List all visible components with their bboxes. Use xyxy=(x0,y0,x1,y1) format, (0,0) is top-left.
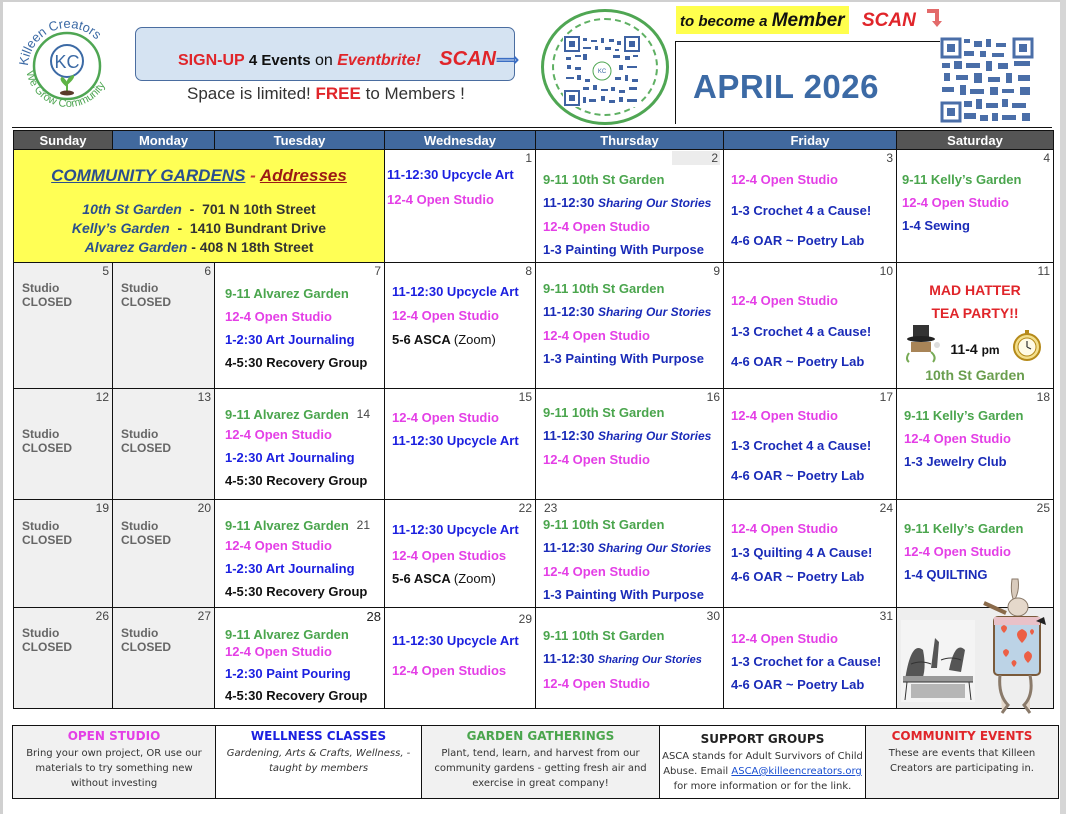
event-upcycle-art: 11-12:30 Upcycle Art xyxy=(387,167,514,182)
day-cell-13[interactable] xyxy=(113,389,215,500)
day-cell-12[interactable] xyxy=(14,389,113,500)
day-cell-30[interactable] xyxy=(536,608,724,709)
event-open-studio: 12-4 Open Studio xyxy=(902,195,1009,210)
garden-name: Kelly’s Garden xyxy=(71,220,170,236)
day-cell-22[interactable] xyxy=(385,500,536,608)
weekday-saturday: Saturday xyxy=(897,131,1054,150)
separator: - xyxy=(181,201,203,217)
event-list xyxy=(731,293,892,369)
day-number: 24 xyxy=(879,501,893,515)
closed-line-1: Studio xyxy=(22,519,60,533)
weekday-sunday: Sunday xyxy=(14,131,113,150)
header-divider xyxy=(12,127,1052,128)
event-time: 11-12:30 xyxy=(543,651,595,666)
event-alvarez-garden: 9-11 Alvarez Garden xyxy=(225,518,349,533)
event-open-studios: 12-4 Open Studios xyxy=(392,548,507,563)
studio-closed-label xyxy=(121,281,171,309)
closed-line-1: Studio xyxy=(22,281,60,295)
pocket-watch-icon xyxy=(1011,329,1043,361)
event-list xyxy=(543,517,719,602)
svg-text:Killeen Creators: Killeen Creators xyxy=(16,15,105,67)
event-list xyxy=(543,628,719,691)
event-open-studio: 12-4 Open Studio xyxy=(904,544,1011,559)
week-row-3 xyxy=(14,389,1054,500)
event-open-studio: 12-4 Open Studio xyxy=(392,308,499,323)
event-time: 11-12:30 xyxy=(543,540,595,555)
event-open-studio: 12-4 Open Studio xyxy=(731,408,838,423)
closed-line-1: Studio xyxy=(121,519,159,533)
event-crochet-for-a-cause: 1-3 Crochet for a Cause! xyxy=(731,654,882,669)
gardens-dash: - xyxy=(245,166,260,185)
day-number: 27 xyxy=(197,609,211,623)
closed-line-1: Studio xyxy=(121,626,159,640)
event-painting-with-purpose: 1-3 Painting With Purpose xyxy=(543,242,704,257)
tea-party-title: TEA PARTY!! xyxy=(931,305,1019,321)
legend-title: SUPPORT GROUPS xyxy=(700,732,825,746)
event-recovery-group: 4-5:30 Recovery Group xyxy=(225,473,368,488)
weekday-wednesday: Wednesday xyxy=(385,131,536,150)
legend-description: These are events that Killeen Creators are participating in. xyxy=(888,748,1036,774)
day-number: 22 xyxy=(518,501,532,515)
event-list xyxy=(392,284,531,347)
day-cell-8[interactable] xyxy=(385,263,536,389)
event-kellys-garden: 9-11 Kelly’s Garden xyxy=(902,172,1022,187)
event-10th-st-garden: 9-11 10th St Garden xyxy=(543,172,665,187)
signup-text xyxy=(178,48,519,71)
event-time: 11-12:30 xyxy=(543,428,595,443)
legend-title: OPEN STUDIO xyxy=(67,729,161,743)
garden-name: 10th St Garden xyxy=(82,201,182,217)
legend-title: GARDEN GATHERINGS xyxy=(466,729,615,743)
white-rabbit-illustration xyxy=(980,577,1050,715)
closed-line-1: Studio xyxy=(121,281,159,295)
events-label: 4 Events xyxy=(248,52,311,69)
studio-closed-label xyxy=(22,519,72,547)
svg-text:We Grow Community: We Grow Community xyxy=(23,69,108,111)
event-open-studio: 12-4 Open Studio xyxy=(731,172,838,187)
weekday-friday: Friday xyxy=(724,131,897,150)
day-cell-6[interactable] xyxy=(113,263,215,389)
event-upcycle-art: 11-12:30 Upcycle Art xyxy=(392,433,519,448)
garden-name: Alvarez Garden xyxy=(84,239,188,255)
legend-support-groups xyxy=(660,726,866,799)
eventbrite-label: Eventbrite! xyxy=(337,52,421,69)
day-number: 10 xyxy=(879,264,893,278)
gardens-heading xyxy=(14,166,384,186)
day-cell-1[interactable] xyxy=(385,150,536,263)
asca-email-link[interactable]: ASCA@killeencreators.org xyxy=(731,766,862,777)
day-number: 17 xyxy=(879,390,893,404)
event-poetry-lab: 4-6 OAR ~ Poetry Lab xyxy=(731,569,865,584)
event-sewing: 1-4 Sewing xyxy=(902,218,970,233)
closed-line-2: CLOSED xyxy=(22,533,73,547)
weekday-monday: Monday xyxy=(113,131,215,150)
event-art-journaling: 1-2:30 Art Journaling xyxy=(225,450,355,465)
event-list xyxy=(543,281,719,366)
studio-closed-label xyxy=(22,427,72,455)
page-scrollbar[interactable] xyxy=(1060,0,1066,814)
right-arrow-icon: ⟹ xyxy=(495,52,519,69)
event-list xyxy=(225,286,380,370)
closed-line-2: CLOSED xyxy=(121,640,172,654)
weekday-thursday: Thursday xyxy=(536,131,724,150)
garden-address-kellys xyxy=(14,220,384,236)
event-poetry-lab: 4-6 OAR ~ Poetry Lab xyxy=(731,468,865,483)
event-list xyxy=(387,167,531,207)
event-crochet-4-a-cause: 1-3 Crochet 4 a Cause! xyxy=(731,203,872,218)
event-open-studio: 12-4 Open Studio xyxy=(225,427,332,442)
garden-address: 701 N 10th Street xyxy=(202,201,316,217)
weekday-tuesday: Tuesday xyxy=(215,131,385,150)
closed-line-2: CLOSED xyxy=(22,441,73,455)
legend-title: COMMUNITY EVENTS xyxy=(891,729,1033,743)
day-number: 2 xyxy=(672,151,720,165)
event-sharing-our-stories xyxy=(543,540,719,556)
legend-description: Plant, tend, learn, and harvest from our community gardens - getting fresh air and exercise in great company! xyxy=(434,748,647,789)
signup-label: SIGN-UP xyxy=(178,52,245,69)
day-cell-11[interactable] xyxy=(897,263,1054,389)
event-quilting-4-a-cause: 1-3 Quilting 4 A Cause! xyxy=(731,545,873,560)
day-number: 5 xyxy=(102,264,109,278)
day-cell-28[interactable] xyxy=(215,608,385,709)
event-poetry-lab: 4-6 OAR ~ Poetry Lab xyxy=(731,233,865,248)
legend-table xyxy=(12,725,1059,799)
event-title: Sharing Our Stories xyxy=(597,654,702,666)
event-poetry-lab: 4-6 OAR ~ Poetry Lab xyxy=(731,677,865,692)
event-open-studio: 12-4 Open Studio xyxy=(543,328,650,343)
event-list xyxy=(731,521,892,584)
week-row-4 xyxy=(14,500,1054,608)
week-row-5 xyxy=(14,608,1054,709)
event-list xyxy=(225,407,380,488)
garden-address: 1410 Bundrant Drive xyxy=(189,220,327,236)
day-cell-10[interactable] xyxy=(724,263,897,389)
event-upcycle-art: 11-12:30 Upcycle Art xyxy=(392,284,519,299)
event-list xyxy=(392,522,531,586)
garden-address-10th-st xyxy=(14,201,384,217)
event-alvarez-garden: 9-11 Alvarez Garden xyxy=(225,627,349,642)
event-upcycle-art: 11-12:30 Upcycle Art xyxy=(392,522,519,537)
day-number: 20 xyxy=(197,501,211,515)
event-list xyxy=(392,410,531,448)
event-recovery-group: 4-5:30 Recovery Group xyxy=(225,688,368,703)
event-title: Sharing Our Stories xyxy=(597,305,712,319)
event-10th-st-garden: 9-11 10th St Garden xyxy=(543,281,665,296)
event-open-studio: 12-4 Open Studio xyxy=(225,538,332,553)
event-open-studio: 12-4 Open Studio xyxy=(543,564,650,579)
event-art-journaling: 1-2:30 Art Journaling xyxy=(225,561,355,576)
day-cell-16[interactable] xyxy=(536,389,724,500)
week-row-1 xyxy=(14,150,1054,263)
event-list xyxy=(904,408,1049,469)
event-list xyxy=(731,408,892,483)
event-sharing-our-stories xyxy=(543,304,719,320)
page-edge-left xyxy=(0,0,3,814)
space-limited-text: Space is limited! xyxy=(187,84,311,103)
membership-qr-code[interactable] xyxy=(940,37,1034,123)
day-number: 1 xyxy=(525,151,532,165)
day-number: 23 xyxy=(544,501,558,515)
event-open-studios: 12-4 Open Studios xyxy=(392,663,507,678)
event-list xyxy=(731,172,892,248)
event-open-studio: 12-4 Open Studio xyxy=(731,521,838,536)
day-number: 8 xyxy=(525,264,532,278)
event-painting-with-purpose: 1-3 Painting With Purpose xyxy=(543,351,704,366)
event-list xyxy=(225,518,380,599)
event-time: 11-12:30 xyxy=(543,195,595,210)
day-cell-9[interactable] xyxy=(536,263,724,389)
garden-address-alvarez xyxy=(14,239,384,255)
event-open-studio: 12-4 Open Studio xyxy=(731,631,838,646)
tea-party-location: 10th St Garden xyxy=(925,367,1025,383)
event-alvarez-garden: 9-11 Alvarez Garden xyxy=(225,286,349,301)
garden-address: 408 N 18th Street xyxy=(199,239,314,255)
event-time-suffix: pm xyxy=(981,343,1000,357)
event-open-studio: 12-4 Open Studio xyxy=(904,431,1011,446)
event-asca xyxy=(392,332,531,347)
svg-text:KC: KC xyxy=(597,69,607,75)
event-note: (Zoom) xyxy=(453,571,496,586)
event-crochet-4-a-cause: 1-3 Crochet 4 a Cause! xyxy=(731,324,872,339)
scan-label: SCAN xyxy=(439,48,496,70)
on-label: on xyxy=(315,52,333,69)
studio-closed-label xyxy=(22,626,72,654)
gardens-title: COMMUNITY GARDENS xyxy=(51,166,246,185)
studio-closed-label xyxy=(121,427,171,455)
day-cell-15[interactable] xyxy=(385,389,536,500)
page-edge-top xyxy=(0,0,1066,2)
day-number: 11 xyxy=(1037,264,1050,278)
member-label: Member xyxy=(771,10,845,31)
event-list xyxy=(902,172,1049,233)
event-title: Sharing Our Stories xyxy=(597,196,712,210)
closed-line-1: Studio xyxy=(22,427,60,441)
day-number: 29 xyxy=(518,612,532,626)
event-note: (Zoom) xyxy=(453,332,496,347)
day-number: 12 xyxy=(95,390,109,404)
day-number: 21 xyxy=(356,518,370,532)
day-number: 6 xyxy=(204,264,211,278)
day-number: 3 xyxy=(886,151,893,165)
event-open-studio: 12-4 Open Studio xyxy=(731,293,838,308)
event-poetry-lab: 4-6 OAR ~ Poetry Lab xyxy=(731,354,865,369)
to-members-text: to Members ! xyxy=(365,84,465,103)
event-title: Sharing Our Stories xyxy=(597,429,712,443)
event-sharing-our-stories xyxy=(543,651,719,668)
event-alvarez-garden: 9-11 Alvarez Garden xyxy=(225,407,349,422)
event-10th-st-garden: 9-11 10th St Garden xyxy=(543,405,665,420)
event-10th-st-garden: 9-11 10th St Garden xyxy=(543,517,665,532)
event-open-studio: 12-4 Open Studio xyxy=(392,410,499,425)
event-time: 11-4 xyxy=(950,341,978,357)
space-limited-note xyxy=(187,84,465,104)
legend-community-events xyxy=(866,726,1059,799)
day-number: 31 xyxy=(879,609,893,623)
day-cell-31[interactable] xyxy=(724,608,897,709)
event-jewelry-club: 1-3 Jewelry Club xyxy=(904,454,1007,469)
weekday-header-row xyxy=(14,131,1054,150)
day-cell-2[interactable] xyxy=(536,150,724,263)
closed-line-2: CLOSED xyxy=(121,295,172,309)
closed-line-2: CLOSED xyxy=(121,533,172,547)
become-member-text: to become a xyxy=(680,13,768,30)
day-number: 13 xyxy=(197,390,211,404)
asca-description: ASCA stands for Adult Survivors of Child Abuse. Email xyxy=(662,751,863,777)
day-cell-23[interactable] xyxy=(536,500,724,608)
legend-open-studio xyxy=(13,726,216,799)
event-recovery-group: 4-5:30 Recovery Group xyxy=(225,355,368,370)
event-painting-with-purpose: 1-3 Painting With Purpose xyxy=(543,587,704,602)
asca-more-info: for more information or for the link. xyxy=(673,781,852,792)
day-cell-26[interactable] xyxy=(14,608,113,709)
day-cell-24[interactable] xyxy=(724,500,897,608)
separator: - xyxy=(169,220,190,236)
event-open-studio: 12-4 Open Studio xyxy=(543,676,650,691)
legend-wellness-classes xyxy=(216,726,422,799)
day-number: 28 xyxy=(366,609,381,624)
closed-line-2: CLOSED xyxy=(22,640,73,654)
member-scan-label: SCAN xyxy=(862,10,916,31)
week-row-2 xyxy=(14,263,1054,389)
event-title: 5-6 ASCA xyxy=(392,332,451,347)
closed-line-2: CLOSED xyxy=(121,441,172,455)
day-number: 18 xyxy=(1036,390,1050,404)
event-asca xyxy=(392,571,531,586)
day-cell-27[interactable] xyxy=(113,608,215,709)
day-cell-21[interactable] xyxy=(215,500,385,608)
event-title: Sharing Our Stories xyxy=(597,541,712,555)
event-paint-pouring: 1-2:30 Paint Pouring xyxy=(225,666,351,681)
day-number: 4 xyxy=(1043,151,1050,165)
event-open-studio: 12-4 Open Studio xyxy=(543,452,650,467)
closed-line-1: Studio xyxy=(22,626,60,640)
closed-line-1: Studio xyxy=(121,427,159,441)
day-cell-18[interactable] xyxy=(897,389,1054,500)
event-time: 11-12:30 xyxy=(543,304,595,319)
separator: - xyxy=(187,239,200,255)
community-gardens-addresses xyxy=(14,150,385,263)
event-list xyxy=(225,627,380,703)
legend-garden-gatherings xyxy=(422,726,660,799)
event-quilting: 1-4 QUILTING xyxy=(904,567,988,582)
become-member-banner xyxy=(676,6,849,34)
day-cell-19[interactable] xyxy=(14,500,113,608)
day-number: 25 xyxy=(1036,501,1050,515)
addresses-title: Addresses xyxy=(259,166,347,185)
day-cell-29[interactable] xyxy=(385,608,536,709)
event-open-studio: 12-4 Open Studio xyxy=(543,219,650,234)
event-open-studio: 12-4 Open Studio xyxy=(225,644,332,659)
mad-hatter-title: MAD HATTER xyxy=(929,282,1021,298)
event-open-studio: 12-4 Open Studio xyxy=(225,309,332,324)
event-list xyxy=(543,405,719,467)
day-cell-14[interactable] xyxy=(215,389,385,500)
event-10th-st-garden: 9-11 10th St Garden xyxy=(543,628,665,643)
studio-closed-label xyxy=(121,626,171,654)
event-upcycle-art: 11-12:30 Upcycle Art xyxy=(392,633,519,648)
free-label: FREE xyxy=(315,84,361,103)
event-crochet-4-a-cause: 1-3 Crochet 4 a Cause! xyxy=(731,438,872,453)
day-number: 19 xyxy=(95,501,109,515)
day-number: 9 xyxy=(713,264,720,278)
event-title: 5-6 ASCA xyxy=(392,571,451,586)
day-number: 16 xyxy=(706,390,720,404)
curved-down-arrow-icon xyxy=(926,8,942,28)
event-sharing-our-stories xyxy=(543,428,719,444)
event-kellys-garden: 9-11 Kelly’s Garden xyxy=(904,408,1024,423)
event-sharing-our-stories xyxy=(543,195,719,211)
day-cell-3[interactable] xyxy=(724,150,897,263)
event-list xyxy=(731,631,892,692)
studio-closed-label xyxy=(22,281,72,309)
killeen-creators-logo xyxy=(16,14,118,116)
month-title: APRIL 2026 xyxy=(693,68,879,105)
legend-description: Gardening, Arts & Crafts, Wellness, - taught by members xyxy=(226,748,411,774)
event-list xyxy=(904,521,1049,582)
day-number: 26 xyxy=(95,609,109,623)
calendar-grid xyxy=(13,130,1054,709)
event-kellys-garden: 9-11 Kelly’s Garden xyxy=(904,521,1024,536)
day-cell-20[interactable] xyxy=(113,500,215,608)
legend-description: Bring your own project, OR use our materials to try something new without investing xyxy=(26,748,202,789)
day-number: 15 xyxy=(518,390,532,404)
event-open-studio: 12-4 Open Studio xyxy=(387,192,494,207)
day-cell-4[interactable] xyxy=(897,150,1054,263)
eventbrite-qr-code[interactable] xyxy=(563,35,641,107)
tea-party-illustration xyxy=(901,620,975,702)
day-cell-7[interactable] xyxy=(215,263,385,389)
svg-text:KC: KC xyxy=(54,52,80,72)
event-art-journaling: 1-2:30 Art Journaling xyxy=(225,332,355,347)
day-cell-5[interactable] xyxy=(14,263,113,389)
day-number: 14 xyxy=(356,407,370,421)
legend-title: WELLNESS CLASSES xyxy=(250,729,387,743)
day-number: 30 xyxy=(706,609,720,623)
event-list xyxy=(543,172,719,257)
day-number: 7 xyxy=(374,264,381,278)
studio-closed-label xyxy=(121,519,171,547)
closed-line-2: CLOSED xyxy=(22,295,73,309)
day-cell-17[interactable] xyxy=(724,389,897,500)
event-recovery-group: 4-5:30 Recovery Group xyxy=(225,584,368,599)
event-list xyxy=(392,633,531,678)
legend-description xyxy=(662,749,863,794)
